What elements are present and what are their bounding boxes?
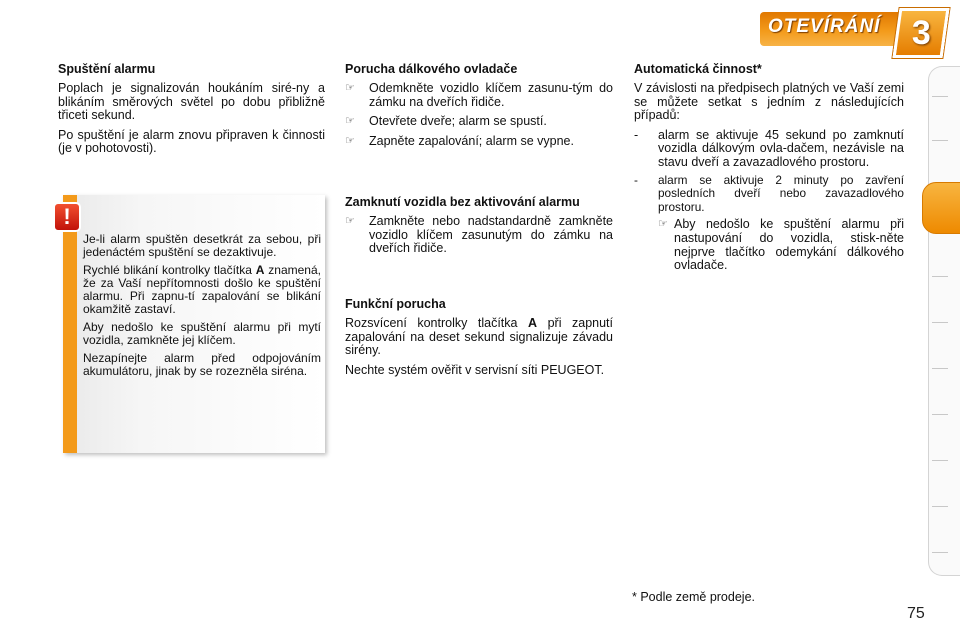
dash-marker: - [634,172,638,187]
paragraph [345,317,613,358]
list-item-text: Aby nedošlo ke spuštění alarmu při nastupování do vozidla, stisk-něte nejprve tlačítko odemykání dálkového ovladače. [674,217,904,273]
pointing-hand-icon: ☞ [345,134,355,147]
page-number: 75 [907,605,925,622]
warning-stripe [63,195,77,453]
tab-divider [932,368,948,369]
section-heading: Funkční porucha [345,297,446,311]
chapter-tab-active[interactable] [922,182,960,234]
chapter-tab-strip [928,66,960,576]
tab-divider [932,414,948,415]
list-item-text: Zamkněte nebo nadstandardně zamkněte vozidlo klíčem zasunutým do zámku na dveřích řidiče. [369,214,613,256]
list-item-text: alarm se aktivuje 45 sekund po zamknutí vozidla dálkovým ovla-dačem, nezávisle na stavu dveří a zavazadlového prostoru. [658,127,904,169]
list-item-text: Odemkněte vozidlo klíčem zasunu-tým do zámku na dveřích řidiče. [369,81,613,109]
tab-divider [932,140,948,141]
pointing-hand-icon: ☞ [345,215,355,227]
tab-divider [932,506,948,507]
list-item [658,218,904,272]
footnote: * Podle země prodeje. [632,590,755,604]
chapter-number-badge [892,8,949,58]
paragraph: Po spuštění je alarm znovu připraven k činnosti (je v pohotovosti). [58,127,325,156]
warning-text [83,233,321,383]
section-malfunction [345,297,613,383]
paragraph: V závislosti na předpisech platných ve Vaší zemi se můžete setkat s jedním z následujících případů: [634,81,904,123]
chapter-number: 3 [911,13,931,52]
warning-icon: ! [53,202,81,232]
paragraph: Poplach je signalizován houkáním siré-ny a blikáním směrových světel po dobu přibližně třiceti sekund. [58,81,325,123]
list-item [345,215,613,256]
list-item-text: Zapněte zapalování; alarm se vypne. [369,133,574,148]
list-item-text: alarm se aktivuje 2 minuty po zavření posledních dveří nebo zavazadlového prostoru. [658,172,904,214]
paragraph-part: Rozsvícení kontrolky tlačítka [345,316,518,330]
tab-divider [932,322,948,323]
pointing-hand-icon: ☞ [658,218,668,231]
tab-divider [932,96,948,97]
list-item [345,82,613,109]
warning-text-part: Rychlé blikání kontrolky tlačítka [83,263,252,277]
section-heading: Porucha dálkového ovladače [345,62,518,76]
list-item [634,129,904,170]
list-item [634,174,904,215]
column-remote-failure [345,62,613,154]
button-a-label: A [255,263,265,277]
warning-paragraph: Aby nedošlo ke spuštění alarmu při mytí vozidla, zamkněte jej klíčem. [83,320,321,347]
tab-divider [932,460,948,461]
section-heading: Spuštění alarmu [58,62,156,76]
column-automatic-operation [634,62,904,279]
paragraph-part: při zapnutí zapalování na deset sekund signalizuje závadu sirény. [345,316,613,358]
dash-marker: - [634,127,639,142]
tab-divider [932,276,948,277]
section-heading: Automatická činnost* [634,62,762,76]
paragraph: Nechte systém ověřit v servisní síti PEUGEOT. [345,362,605,377]
list-item-text: Otevřete dveře; alarm se spustí. [369,114,547,129]
chapter-title: OTEVÍRÁNÍ [768,16,881,37]
button-a-label: A [528,316,538,330]
tab-divider [932,552,948,553]
pointing-hand-icon: ☞ [345,82,355,94]
section-heading: Zamknutí vozidla bez aktivování alarmu [345,195,580,209]
list-item [345,115,613,129]
warning-paragraph [83,264,321,316]
pointing-hand-icon: ☞ [345,115,355,128]
warning-paragraph: Nezapínejte alarm před odpojováním akumulátoru, jinak by se rozezněla siréna. [83,351,321,378]
column-alarm-trigger [58,62,325,162]
warning-text-part: znamená, že za Vaší nepřítomnosti došlo ke spuštění alarmu. Při zapnu-tí zapalování se blikání okamžitě zastaví. [83,263,321,316]
list-item [345,135,613,149]
warning-paragraph: Je-li alarm spuštěn desetkrát za sebou, při jedenáctém spuštění se dezaktivuje. [83,232,321,259]
section-lock-without-alarm [345,195,613,262]
